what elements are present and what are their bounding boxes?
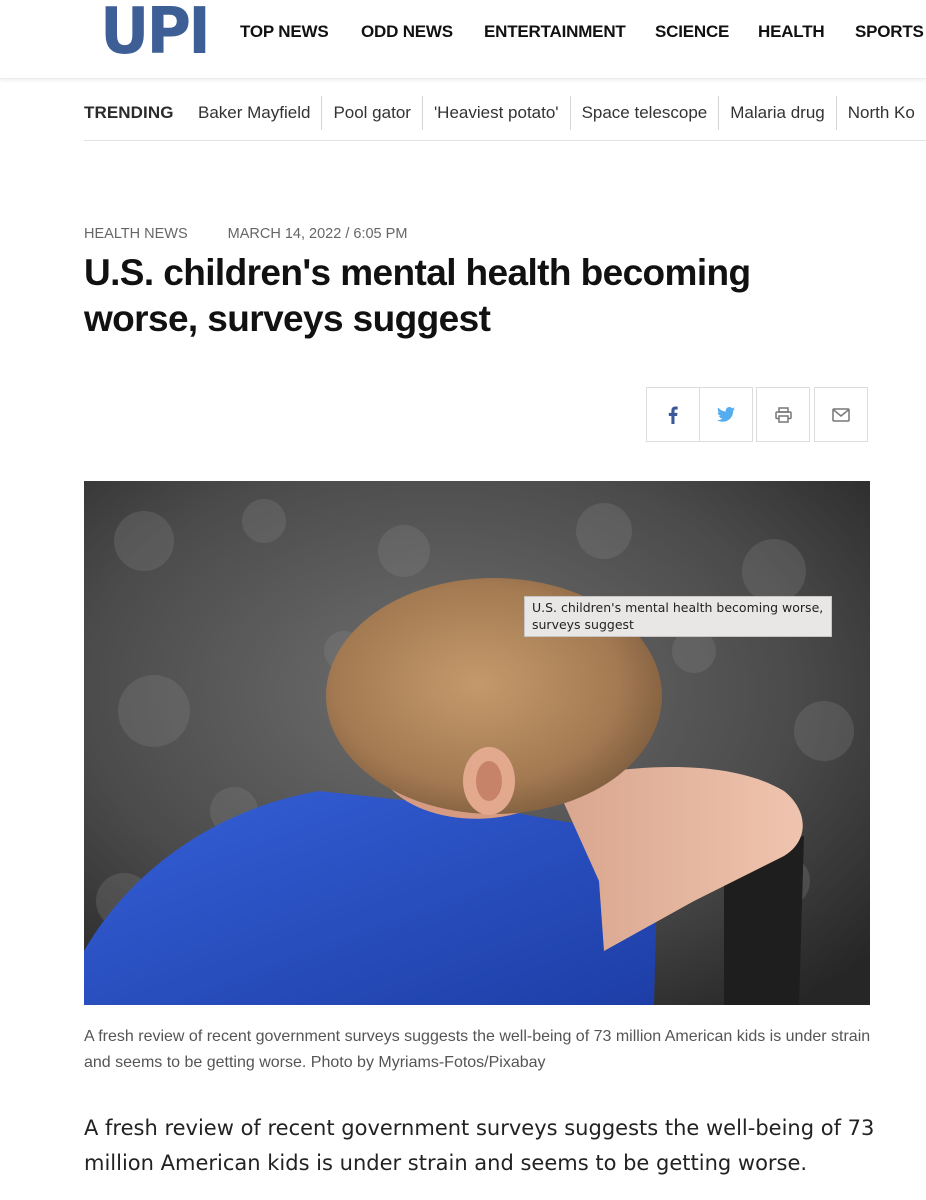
mail-icon: [832, 408, 850, 422]
article-category-link[interactable]: HEALTH NEWS: [84, 226, 188, 242]
nav-top-news[interactable]: TOP NEWS: [240, 22, 329, 41]
trending-label: TRENDING: [84, 103, 174, 122]
article-photo: [84, 481, 870, 1005]
article-meta: [84, 226, 407, 242]
print-button[interactable]: [756, 387, 810, 442]
twitter-icon: [717, 407, 735, 422]
trending-bar: [84, 96, 926, 141]
share-twitter-button[interactable]: [699, 387, 753, 442]
facebook-icon: [668, 406, 678, 424]
nav-science[interactable]: SCIENCE: [655, 22, 730, 41]
trending-item-baker-mayfield[interactable]: Baker Mayfield: [198, 103, 311, 122]
photo-tooltip: U.S. children's mental health becoming worse, surveys suggest: [524, 596, 832, 637]
trending-item-heaviest-potato[interactable]: 'Heaviest potato': [422, 96, 570, 130]
photo-caption: A fresh review of recent government surveys suggests the well-being of 73 million American kids is under strain and seems to be getting worse. Photo by Myriams-Fotos/Pixabay: [84, 1028, 871, 1071]
nav-health[interactable]: HEALTH: [758, 22, 825, 41]
site-header: [0, 0, 926, 79]
trending-items: [198, 96, 926, 130]
share-facebook-button[interactable]: [646, 387, 700, 442]
upi-logo[interactable]: UPI: [100, 0, 209, 69]
nav-sports[interactable]: SPORTS: [855, 22, 924, 41]
trending-item-north-korea[interactable]: North Ko: [836, 96, 926, 130]
nav-entertainment[interactable]: ENTERTAINMENT: [484, 22, 626, 41]
email-button[interactable]: [814, 387, 868, 442]
article-date: MARCH 14, 2022 / 6:05 PM: [227, 226, 408, 242]
trending-item-space-telescope[interactable]: Space telescope: [570, 96, 719, 130]
nav-odd-news[interactable]: ODD NEWS: [361, 22, 453, 41]
trending-item-malaria-drug[interactable]: Malaria drug: [718, 96, 836, 130]
trending-item-pool-gator[interactable]: Pool gator: [321, 96, 422, 130]
print-icon: [775, 407, 792, 423]
article-headline: U.S. children's mental health becoming worse, surveys suggest: [84, 252, 751, 339]
article-body-paragraph: A fresh review of recent government surveys suggests the well-being of 73 million American kids is under strain and seems to be getting worse.: [84, 1116, 875, 1175]
photo-boy-illustration: [84, 481, 870, 1005]
main-nav: [0, 22, 926, 42]
